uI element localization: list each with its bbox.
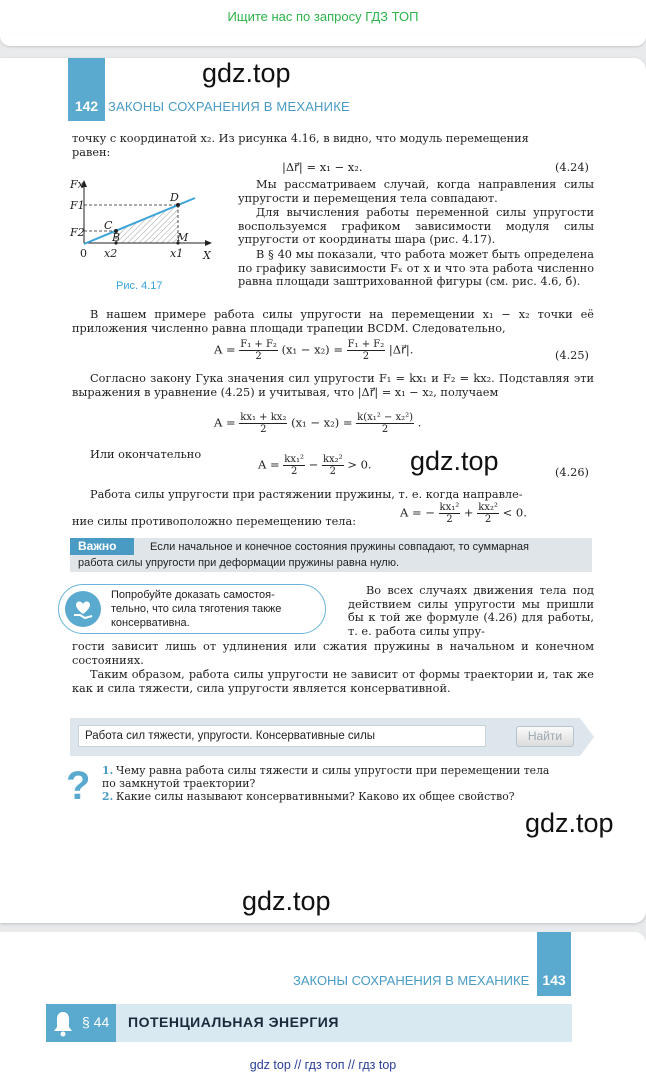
paragraph-line: равен: <box>72 146 111 159</box>
paragraph-line: Работа силы упругости при растяжении пружины, т. е. когда направле- <box>90 488 523 501</box>
figure-4-17 <box>64 176 224 302</box>
label-f2: F2 <box>70 226 85 239</box>
paragraph: Для вычисления работы переменной силы упругости воспользуемся графиком зависимости модуля силы упругости от координаты шара (рис. 4.17). <box>238 206 594 247</box>
section-header <box>46 1004 572 1042</box>
label-x1: x1 <box>170 247 184 260</box>
try-it-line: консервативна. <box>111 617 190 629</box>
promo-banner[interactable]: Ищите нас по запросу ГДЗ ТОП <box>0 0 646 34</box>
paragraph-line: точку с координатой x₂. Из рисунка 4.16, в видно, что модуль перемещения <box>72 132 529 145</box>
label-f1: F1 <box>70 199 85 212</box>
paragraph-line: Или окончательно <box>90 448 202 461</box>
question-mark-icon: ? <box>66 764 91 808</box>
running-head: ЗАКОНЫ СОХРАНЕНИЯ В МЕХАНИКЕ <box>293 973 530 988</box>
label-x: X <box>203 249 211 262</box>
figure-caption: Рис. 4.17 <box>116 280 163 292</box>
textbook-page-143 <box>0 932 646 1054</box>
equation-number: (4.26) <box>555 466 589 479</box>
label-x2: x2 <box>104 247 118 260</box>
equation-number: (4.24) <box>555 161 589 174</box>
watermark: gdz.top <box>202 58 291 88</box>
paragraph: Мы рассматриваем случай, когда направления силы упругости и перемещения тела совпадают. <box>238 178 594 205</box>
section-number: § 44 <box>82 1014 110 1030</box>
hatched-trapezoid <box>116 205 178 243</box>
search-panel <box>70 718 580 756</box>
watermark: gdz.top <box>410 446 499 476</box>
question-text: Какие силы называют консервативными? Каково их общее свойство? <box>116 790 515 803</box>
equation-number: (4.25) <box>555 349 589 362</box>
page-number: 142 <box>68 58 105 121</box>
paragraph: гости зависит лишь от удлинения или сжатия пружины в начальном и конечном состояниях. <box>72 640 594 667</box>
paragraph: Согласно закону Гука значения сил упругости F₁ = kx₁ и F₂ = kx₂. Подставляя эти выражения в уравнение (4.25) и учитывая, что |Δr⃗| = x₁ − x₂, получаем <box>72 372 594 399</box>
search-arrow-icon <box>580 718 596 756</box>
equation-substituted: A = $\frac{\text{kx₁ + kx₂}}{2}$ (x₁ − x₂) = $\frac{\text{k(x₁² − x₂²)}}{2}$ . <box>214 412 422 435</box>
equation-negative-work: A = − $\frac{\text{kx₁²}}{2}$ + $\frac{\text{kx₂²}}{2}$ < 0. <box>400 502 527 525</box>
page-number: 143 <box>537 932 571 996</box>
equation-4-25: A = $\frac{\text{F₁ + F₂}}{2}$ (x₁ − x₂) = $\frac{\text{F₁ + F₂}}{2}$ |Δr⃗|. <box>214 339 414 362</box>
try-it-line: тельно, что сила тяготения также <box>111 603 282 615</box>
watermark: gdz.top <box>525 808 614 838</box>
important-note <box>70 538 592 572</box>
watermark: gdz.top <box>242 886 331 916</box>
section-title: ПОТЕНЦИАЛЬНАЯ ЭНЕРГИЯ <box>128 1014 339 1030</box>
heart-hand-icon <box>65 591 101 627</box>
try-it-line: Попробуйте доказать самостоя- <box>111 589 275 601</box>
footer-links[interactable]: gdz top // гдз топ // гдз top <box>0 1054 646 1076</box>
important-label: Важно <box>70 538 134 555</box>
equation-4-24: |Δr⃗| = x₁ − x₂. <box>282 160 363 174</box>
paragraph: Таким образом, работа силы упругости не зависит от формы траектории и, так же как и сила тяжести, сила упругости является консервативной. <box>72 668 594 695</box>
important-line: работа силы упругости при деформации пружины равна нулю. <box>78 557 400 569</box>
textbook-page-142 <box>0 58 646 923</box>
search-input[interactable]: Работа сил тяжести, упругости. Консервативные силы <box>78 725 486 747</box>
paragraph: Во всех случаях движения тела под действием силы упругости мы пришли бы к той же формуле (4.26) для работы, т. е. работа силы упру- <box>348 584 594 638</box>
question-number: 1. <box>102 764 114 777</box>
equation-4-26: A = $\frac{\text{kx₁²}}{2}$ − $\frac{\text{kx₂²}}{2}$ > 0. <box>258 454 372 477</box>
label-zero: 0 <box>80 247 87 260</box>
paragraph: В § 40 мы показали, что работа может быть определена по графику зависимости Fₓ от x и что эта работа численно равна площади заштрихованной фигуры (см. рис. 4.6, б). <box>238 248 594 289</box>
label-d: D <box>170 191 179 204</box>
try-it-box <box>58 584 326 634</box>
bell-icon <box>46 1004 80 1042</box>
label-fx: Fx <box>70 178 84 191</box>
paragraph: В нашем примере работа силы упругости на перемещении x₁ − x₂ точки её приложения численно равна площади трапеции BCDM. Следовательно, <box>72 308 594 335</box>
search-button[interactable]: Найти <box>516 726 574 747</box>
question-number: 2. <box>102 790 114 803</box>
paragraph-line: ние силы противоположно перемещению тела: <box>72 515 357 528</box>
label-b: B <box>112 231 121 244</box>
label-m: M <box>177 231 189 244</box>
important-line: Если начальное и конечное состояния пружины совпадают, то суммарная <box>150 541 530 553</box>
question-text: по замкнутой траектории? <box>102 777 256 790</box>
banner-card-edge <box>0 34 646 46</box>
x-axis-arrow <box>205 240 212 246</box>
question-text: Чему равна работа силы тяжести и силы упругости при перемещении тела <box>116 764 550 777</box>
running-head: ЗАКОНЫ СОХРАНЕНИЯ В МЕХАНИКЕ <box>108 99 350 114</box>
label-c: C <box>104 219 113 232</box>
